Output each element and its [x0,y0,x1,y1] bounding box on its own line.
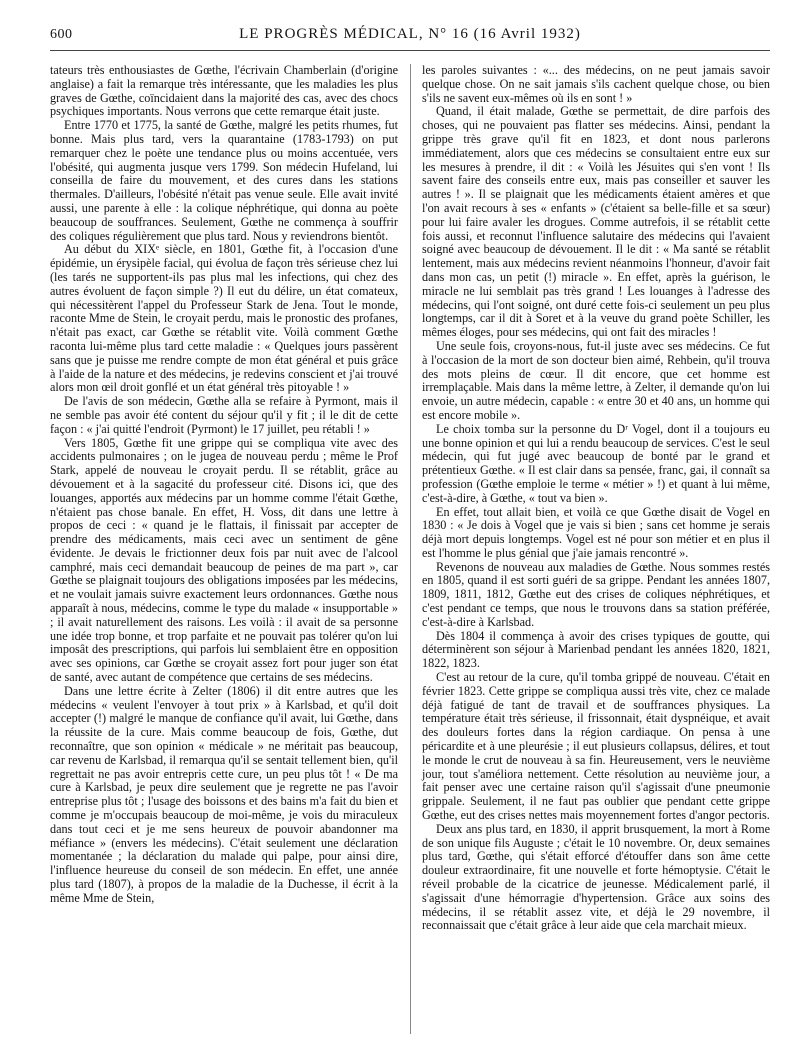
paragraph: les paroles suivantes : «... des médecins, on ne peut jamais savoir quelque chose. On ne sait jamais s'ils cachent quelque chose, ou bien s'ils ne savent eux-mêmes où ils en sont ! » [422,63,770,105]
paragraph: C'est au retour de la cure, qu'il tomba grippé de nouveau. C'était en février 1823. Cette grippe se compliqua aussi très vite, chez ce malade déjà fatigué de tant de travail et de souffrances physiques. La température était très sérieuse, il frissonnait, était dyspnéique, et avait des douleurs fortes dans la région cardiaque. On pensa à une péricardite et à une pleurésie ; il eut plusieurs collapsus, délires, et tout le monde le crut de nouveau à sa fin. Heureusement, vers le neuvième jour, tout s'améliora nettement. Cette résolution au neuvième jour, a fait penser avec une certaine raison qu'il s'agissait d'une pneumonie grippale. Seulement, il ne faut pas oublier que pendant cette grippe Gœthe, eut des crises nettes mais moyennement fortes d'angor pectoris. [422,670,770,823]
paragraph: Dans une lettre écrite à Zelter (1806) il dit entre autres que les médecins « veulent l'envoyer à tout prix » à Karlsbad, et qu'il doit accepter (!) malgré le manque de confiance qu'il avait, lui Gœthe, dans la réussite de la cure. Mais comme beaucoup de fois, Gœthe, dut reconnaître, que son opinion « médicale » ne méritait pas beaucoup, car revenu de Karlsbad, il remarqua qu'il se sentait tellement bien, qu'il regrettait ne pas avoir entrepris cette cure, un peu plus tôt ! « De ma cure à Karlsbad, je peux dire seulement que je regrette ne pas l'avoir entreprise plus tôt ; l'usage des boissons et des bains m'a fait du bien et comme je m'occupais beaucoup de moi-même, je vois du miraculeux dans tout ceci et je me sens heureux de pouvoir abandonner ma méfiance » (envers les médecins). C'était seulement une déclaration momentanée ; la déclaration du malade qui palpe, pour ainsi dire, l'influence heureuse du conseil de son médecin. En effet, une année plus tard (1807), à propos de la maladie de la Duchesse, il écrit à la même Mme de Stein, [50,683,398,905]
paragraph: Une seule fois, croyons-nous, fut-il juste avec ses médecins. Ce fut à l'occasion de la mort de son docteur bien aimé, Rehbein, qu'il trouva des mots pleins de cœur. Il dit encore, que cet homme est irremplaçable. Mais dans la même lettre, à Zelter, il demande qu'on lui envoie, un autre médecin, capable : « entre 30 et 40 ans, un homme qui est encore mobile ». [422,338,770,422]
paragraph: Le choix tomba sur la personne du Dʳ Vogel, dont il a toujours eu une bonne opinion et qui lui a rendu beaucoup de services. C'est le seul médecin, qui fut jugé avec beaucoup de bonté par le grand et prétentieux Gœthe. « Il est clair dans sa pensée, franc, gai, il connaît sa profession (Gœthe emploie le terme « métier » !) et quant à lui même, c'est-à-dire, à Gœthe, « tout va bien ». [422,421,770,505]
paragraph: Dès 1804 il commença à avoir des crises typiques de goutte, qui déterminèrent son séjour à Marienbad pendant les années 1820, 1821, 1822, 1823. [422,628,770,671]
column-divider [410,64,411,1034]
page-number: 600 [50,27,73,42]
journal-page [50,24,770,1034]
paragraph: Entre 1770 et 1775, la santé de Gœthe, malgré les petits rhumes, fut bonne. Mais plus tard, vers la quarantaine (1783-1793) on put remarquer chez le poète une tendance plus ou moins accentuée, vers l'obésité, qui augmenta jusque vers 1799. Son médecin Hufeland, lui conseilla de faire du mouvement, et des cures dans les stations thermales. D'ailleurs, l'obésité n'était pas venue seule. Elle avait invité aussi, une parente à elle : la colique néphrétique, qui donna au poète beaucoup de souffrances. Seulement, Gœthe ne commença à souffrir des coliques régulièrement que plus tard. Nous y reviendrons bientôt. [50,118,398,243]
text-columns [50,64,770,1034]
paragraph: De l'avis de son médecin, Gœthe alla se refaire à Pyrmont, mais il ne semble pas avoir été content du séjour qu'il y fit ; il le dit de cette façon : « j'ai quitté l'endroit (Pyrmont) le 17 juillet, peu rétabli ! » [50,394,398,436]
left-column [50,64,398,1034]
paragraph: Au début du XIXᵉ siècle, en 1801, Gœthe fit, à l'occasion d'une épidémie, un érysipèle facial, qui évolua de façon très sérieuse chez lui (les tarés ne supportent-ils pas plus mal les infections, qui chez des autres évoluent de façon simple ?) Il eut du délire, un état comateux, qui nécessitèrent l'appel du Professeur Stark de Jena. Tout le monde, raconte Mme de Stein, le croyait perdu, mais le pronostic des profanes, n'était pas exact, car Gœthe se rétablit vite. Voilà comment Gœthe raconta lui-même plus tard cette maladie : « Quelques jours passèrent sans que je puisse me rendre compte de mon état général et puis grâce à l'aide de la nature et des médecins, je redevins conscient et j'ai trouvé alors mon œil droit gonflé et un état général très pitoyable ! » [50,242,398,395]
paragraph: Revenons de nouveau aux maladies de Gœthe. Nous sommes restés en 1805, quand il est sorti guéri de sa grippe. Pendant les années 1807, 1809, 1811, 1812, Gœthe eut des crises de coliques néphrétiques, et c'est pendant ce temps, que nous le trouvons dans sa station préférée, c'est-à-dire à Karlsbad. [422,559,770,629]
journal-title: LE PROGRÈS MÉDICAL, N° 16 (16 Avril 1932) [239,26,581,42]
right-column [422,64,770,1034]
paragraph: Quand, il était malade, Gœthe se permettait, de dire parfois des choses, qui ne pouvaient pas flatter ses médecins. Ainsi, pendant la grippe très grave qu'il fit en 1823, et dont nous parlerons immédiatement, alors que ces médecins se consultaient entre eux sur les mesures à prendre, il dit : « Voilà les Jésuites qui s'en vont ! Ils savent faire des conseils entre eux, mais pas conseiller et sauver les autres ! ». Il se plaignait que les médicaments étaient amères et que l'on avait recours à ses « enfants » (c'étaient sa belle-fille et sa sœur) pour lui faire avaler les drogues. Comme autrefois, il se rétablit cette fois aussi, et reconnut l'influence salutaire des médecins qui l'avaient soigné avec beaucoup de dévouement. Il le dit : « Ma santé se rétablit lentement, mais aux médecins revient néanmoins l'honneur, d'avoir fait dans mon cas, un petit (!) miracle ». En effet, après la guérison, le miracle ne lui semblait pas très grand ! Les louanges à l'adresse des médecins, qui l'ont soigné, ont duré cette fois-ci seulement un peu plus longtemps, car il dit à Soret et à la veuve du grand poète Schiller, les mêmes éloges, pour ses médecins, qui ont fait des miracles ! [422,104,770,340]
running-header [50,24,770,51]
paragraph: Deux ans plus tard, en 1830, il apprit brusquement, la mort à Rome de son unique fils Auguste ; c'était le 10 novembre. Or, deux semaines plus tard, Gœthe, qui s'était efforcé d'étouffer dans son âme cette douleur extraordinaire, fit une nouvelle et forte hémoptysie. C'était le réveil probable de la cicatrice de jeunesse. Médicalement parlé, il s'agissait d'une hémorragie d'hypertension. Grâce aux soins des médecins, il se rétablit assez vite, et déjà le 29 novembre, il reconnaissait que c'était grâce à leur aide que cela marchait mieux. [422,821,770,933]
paragraph: En effet, tout allait bien, et voilà ce que Gœthe disait de Vogel en 1830 : « Je dois à Vogel que je vais si bien ; sans cet homme je serais déjà mort depuis longtemps. Vogel est né pour son métier et en plus il est l'homme le plus génial que j'aie jamais rencontré ». [422,504,770,560]
paragraph: tateurs très enthousiastes de Gœthe, l'écrivain Chamberlain (d'origine anglaise) a fait la remarque très intéressante, que les maladies les plus graves de Gœthe, coïncidaient dans la majorité des cas, avec des chocs psychiques importants. Nous verrons que cette remarque était juste. [50,63,398,119]
paragraph: Vers 1805, Gœthe fit une grippe qui se compliqua vite avec des accidents pulmonaires ; on le jugea de nouveau perdu ; même le Prof Stark, appelé de nouveau le croyait perdu. Il se rétablit, grâce au dévouement et à la sagacité du professeur cité. Disons ici, que des louanges, apportés aux médecins par un homme comme l'était Gœthe, n'étaient pas chose banale. En effet, H. Voss, dit dans une lettre à propos de ceci : « quand je le flattais, il finissait par accepter de prendre des médicaments, mais ceci avec un sentiment de gêne évidente. Je devais le frictionner deux fois par nuit avec de l'alcool camphré, mais ceci demandait beaucoup de peines de ma part », car Gœthe se plaignait toujours des obligations imposées par les médecins, et ne voulait jamais suivre exactement leurs ordonnances. Gœthe nous apparaît à nous, médecins, comme le type du malade « insupportable » ; il avait naturellement des raisons. Les voilà : il avait de sa personne une idée trop bonne, et trop parfaite et ne pouvait pas tolérer qu'on lui imposât des prescriptions, qui parfois lui semblaient être en opposition avec ses opinions, car Gœthe se croyait assez fort pour juger son état de santé, avec autant de compétence que certains de ses médecins. [50,435,398,685]
